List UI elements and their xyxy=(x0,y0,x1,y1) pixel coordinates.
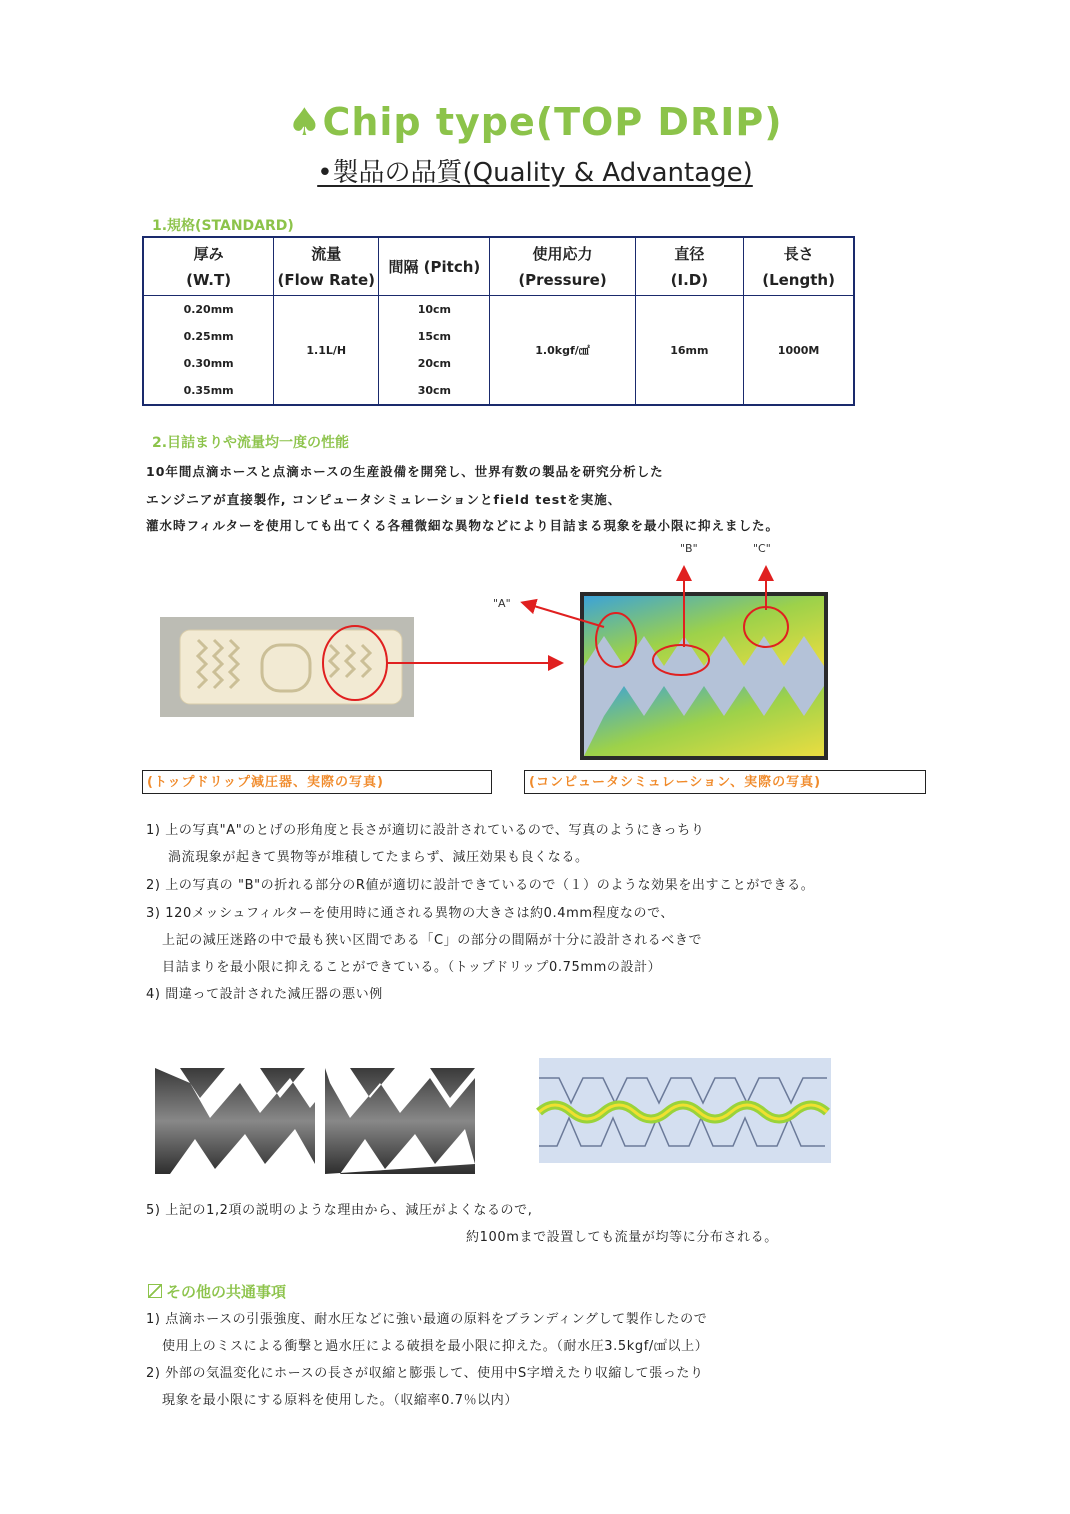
section2-line-2: エンジニアが直接製作, コンピュータシミュレーションとfield testを実施、 xyxy=(146,492,622,507)
header-length: 長さ (Length) xyxy=(744,237,854,296)
note-5: 5) 上記の1,2項の説明のような理由から、減圧がよくなるので, xyxy=(146,1203,533,1218)
common-note-2-cont: 現象を最小限にする原料を使用した。（収縮率0.7％以内） xyxy=(162,1393,518,1408)
header-pitch: 間隔 (Pitch) xyxy=(379,237,490,296)
cell-diameter: 16mm xyxy=(635,296,744,406)
note-5-cont: 約100mまで設置しても流量が均等に分布される。 xyxy=(466,1230,778,1245)
dripper-photo xyxy=(160,617,414,717)
note-1-cont: 渦流現象が起きて異物等が堆積してたまらず、減圧効果も良くなる。 xyxy=(168,850,589,865)
spec-table xyxy=(142,236,855,406)
cell-pressure: 1.0kgf/㎠ xyxy=(490,296,635,406)
caption-photo: (トップドリップ減圧器、実際の写真) xyxy=(142,770,492,794)
label-b: "B" xyxy=(680,542,698,555)
label-a: "A" xyxy=(493,597,511,610)
header-diameter: 直径 (I.D) xyxy=(635,237,744,296)
section-common-heading xyxy=(148,1281,286,1302)
note-1: 1) 上の写真"A"のとげの形角度と長さが適切に設計されているので、写真のようにきっちり xyxy=(146,823,705,838)
bad-example-simulation xyxy=(539,1058,831,1163)
cell-flow-rate: 1.1L/H xyxy=(274,296,379,406)
section-clogging-heading: 2.目詰まりや流量均一度の性能 xyxy=(152,435,350,451)
simulation-image xyxy=(580,592,828,760)
bad-example-images xyxy=(155,1058,835,1176)
spec-table-row xyxy=(143,296,854,406)
section2-line-1: 10年間点滴ホースと点滴ホースの生産設備を開発し、世界有数の製品を研究分析した xyxy=(146,464,664,479)
section3-heading-text: その他の共通事項 xyxy=(166,1283,287,1301)
spec-table-header-row xyxy=(143,237,854,296)
note-4: 4) 間違って設計された減圧器の悪い例 xyxy=(146,987,383,1002)
subtitle-text: •製品の品質(Quality & Advantage) xyxy=(317,158,753,188)
header-pressure: 使用応力 (Pressure) xyxy=(490,237,635,296)
note-2: 2) 上の写真の "B"の折れる部分のR値が適切に設計できているので（１）のような効果を出すことができる。 xyxy=(146,878,815,893)
bad-example-photo-1 xyxy=(155,1068,335,1174)
emitter-figure xyxy=(0,535,1070,775)
note-3: 3) 120メッシュフィルターを使用時に通される異物の大きさは約0.4mm程度なので、 xyxy=(146,906,675,921)
cell-length: 1000M xyxy=(744,296,854,406)
checkbox-icon xyxy=(148,1284,162,1298)
bad-example-photo-2 xyxy=(325,1068,475,1174)
header-flow-rate: 流量 (Flow Rate) xyxy=(274,237,379,296)
page-title: ♠Chip type(TOP DRIP) xyxy=(287,100,783,144)
page-subtitle xyxy=(0,152,1070,189)
header-thickness: 厚み (W.T) xyxy=(143,237,274,296)
cell-pitch: 10cm 15cm 20cm 30cm xyxy=(379,296,490,406)
note-3-cont-2: 目詰まりを最小限に抑えることができている。（トップドリップ0.75mmの設計） xyxy=(162,960,662,975)
caption-simulation: (コンピュータシミュレーション、実際の写真) xyxy=(524,770,926,794)
common-note-1-cont: 使用上のミスによる衝撃と過水圧による破損を最小限に抑えた。（耐水圧3.5kgf/㎠以上） xyxy=(162,1339,709,1354)
common-note-1: 1) 点滴ホースの引張強度、耐水圧などに強い最適の原料をブランディングして製作したので xyxy=(146,1312,708,1327)
common-note-2: 2) 外部の気温変化にホースの長さが収縮と膨張して、使用中S字増えたり収縮して張ったり xyxy=(146,1366,704,1381)
section2-line-3: 灌水時フィルターを使用しても出てくる各種微細な異物などにより目詰まる現象を最小限に抑えました。 xyxy=(146,518,780,533)
label-c: "C" xyxy=(753,542,771,555)
cell-thickness: 0.20mm 0.25mm 0.30mm 0.35mm xyxy=(143,296,274,406)
note-3-cont-1: 上記の減圧迷路の中で最も狭い区間である「C」の部分の間隔が十分に設計されるべきで xyxy=(162,933,703,948)
section-standard-heading: 1.規格(STANDARD) xyxy=(152,218,294,234)
